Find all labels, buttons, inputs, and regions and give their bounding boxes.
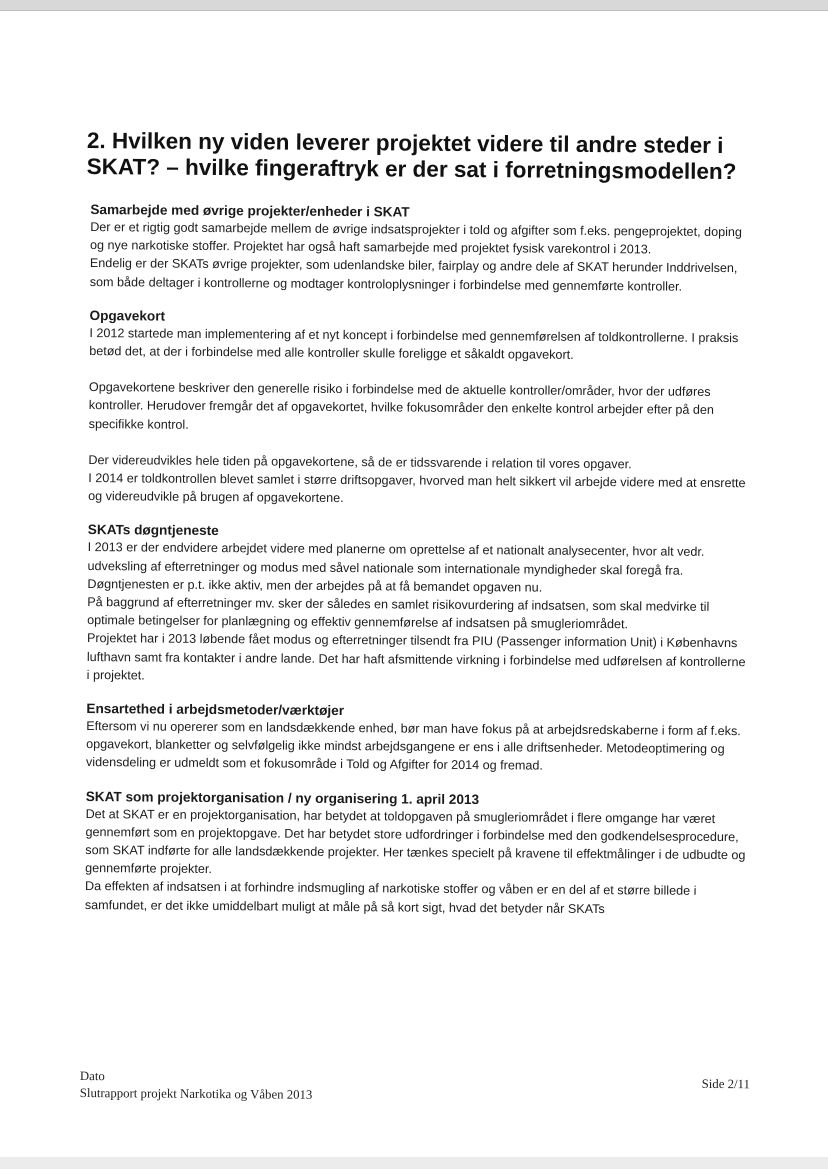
paragraph: Det at SKAT er en projektorganisation, har betydet at toldopgaven på smugleriområdet i flere omgange har været gennemført som en projektopgave. Det har betydet store udfordringer i forbindelse med den godkendelsesprocedure, som SKAT indførte for alle landsdækkende projekter. Her tænkes specielt på kravene til effektmålinger i de udbudte og gennemførte projekter.: [85, 806, 746, 877]
scan-bottom-edge: [0, 1157, 828, 1169]
paragraph: I 2013 er der endvidere arbejdet videre med planerne om oprettelse af et nationalt analysecenter, hvor alt vedr. udveksling af efterretninger og modus med såvel nationale som internationale myndigheder skal foregå fra. Døgntjenesten er p.t. ikke aktiv, men der arbejdes på at få bemandet opgaven nu.: [87, 540, 705, 595]
scan-top-edge: [0, 0, 828, 11]
section-ensartethed: [80, 700, 751, 777]
paragraph: I 2014 er toldkontrollen blevet samlet i større driftsopgaver, hvorved man helt sikkert vil arbejde videre med at ensrette og videreudvikle på brugen af opgavekortene.: [88, 471, 746, 506]
subheading-samarbejde: Samarbejde med øvrige projekter/enheder i SKAT: [90, 202, 410, 220]
document-page: [79, 128, 755, 935]
paragraph: Endelig er der SKATs øvrige projekter, som udenlandske biler, fairplay og andre dele af SKAT herunder Inddrivelsen, som både deltager i kontrollerne og modtager kontroloplysninger i forbindelse med gennemførte kontroller.: [89, 256, 738, 294]
footer-page-number: Side 2/11: [701, 1076, 750, 1092]
subheading-ensartethed: Ensartethed i arbejdsmetoder/værktøjer: [86, 701, 345, 719]
section-projektorganisation: [79, 788, 750, 919]
section-doegntjeneste: [81, 521, 752, 689]
footer-report-title: Slutrapport projekt Narkotika og Våben 2013: [79, 1085, 313, 1102]
page-footer: [80, 1068, 750, 1107]
paragraph: Eftersom vi nu opererer som en landsdækkende enhed, bør man have fokus på at arbejdsredskaberne i form af f.eks. opgavekort, blanketter og selvfølgelig ikke mindst arbejdsgangene er ens i alle driftsenheder. Metodeoptimering og vidensdeling er udmeldt som et fokusområde i Told og Afgifter for 2014 og fremad.: [85, 719, 741, 774]
section-heading: 2. Hvilken ny viden leverer projektet videre til andre steder i SKAT? – hvilke fingeraftryk er der sat i forretningsmodellen?: [86, 128, 737, 185]
paragraph: Opgavekortene beskriver den generelle risiko i forbindelse med de aktuelle kontroller/områder, hvor der udføres kontroller. Herudover fremgår det af opgavekortet, hvilke fokusområder den enkelte kontrol arbejder efter på den specifikke kontrol.: [88, 380, 714, 432]
paragraph: Da effekten af indsatsen i at forhindre indsmugling af narkotiske stoffer og våben er en del af et større billede i samfundet, er det ikke umiddelbart muligt at måle på så kort sigt, hvad det betyder når SKATs: [84, 879, 697, 916]
paragraph: Projektet har i 2013 løbende fået modus og efterretninger tilsendt fra PIU (Passenger information Unit) i Københavns lufthavn samt fra kontakter i andre lande. Det har haft afsmittende virkning i forbindelse med udførelsen af kontrollerne i projektet.: [86, 631, 746, 683]
paragraph: I 2012 startede man implementering af et nyt koncept i forbindelse med gennemførelsen af toldkontrollerne. I praksis betød det, at der i forbindelse med alle kontroller skulle foreligge et såkaldt opgavekort.: [89, 325, 739, 362]
section-opgavekort: [82, 307, 754, 511]
section-samarbejde: [84, 201, 755, 296]
subheading-doegntjeneste: SKATs døgntjeneste: [87, 522, 219, 539]
paragraph: Der er et rigtig godt samarbejde mellem de øvrige indsatsprojekter i told og afgifter som f.eks. pengeprojektet, doping og nye narkotiske stoffer. Projektet har også haft samarbejde med projektet fysisk varekontrol i 2013.: [90, 220, 742, 257]
subheading-opgavekort: Opgavekort: [89, 307, 166, 324]
paragraph: På baggrund af efterretninger mv. sker der således en samlet risikovurdering af indsatsen, som skal medvirke til optimale betingelser for planlægning og effektiv gennemførelse af indsatsen på smugleriområdet.: [87, 595, 710, 632]
subheading-projektorganisation: SKAT som projektorganisation / ny organisering 1. april 2013: [85, 788, 480, 807]
paragraph: Der videreudvikles hele tiden på opgavekortene, så de er tidssvarende i relation til vores opgaver.: [88, 452, 632, 472]
footer-date-label: Dato: [79, 1069, 105, 1084]
